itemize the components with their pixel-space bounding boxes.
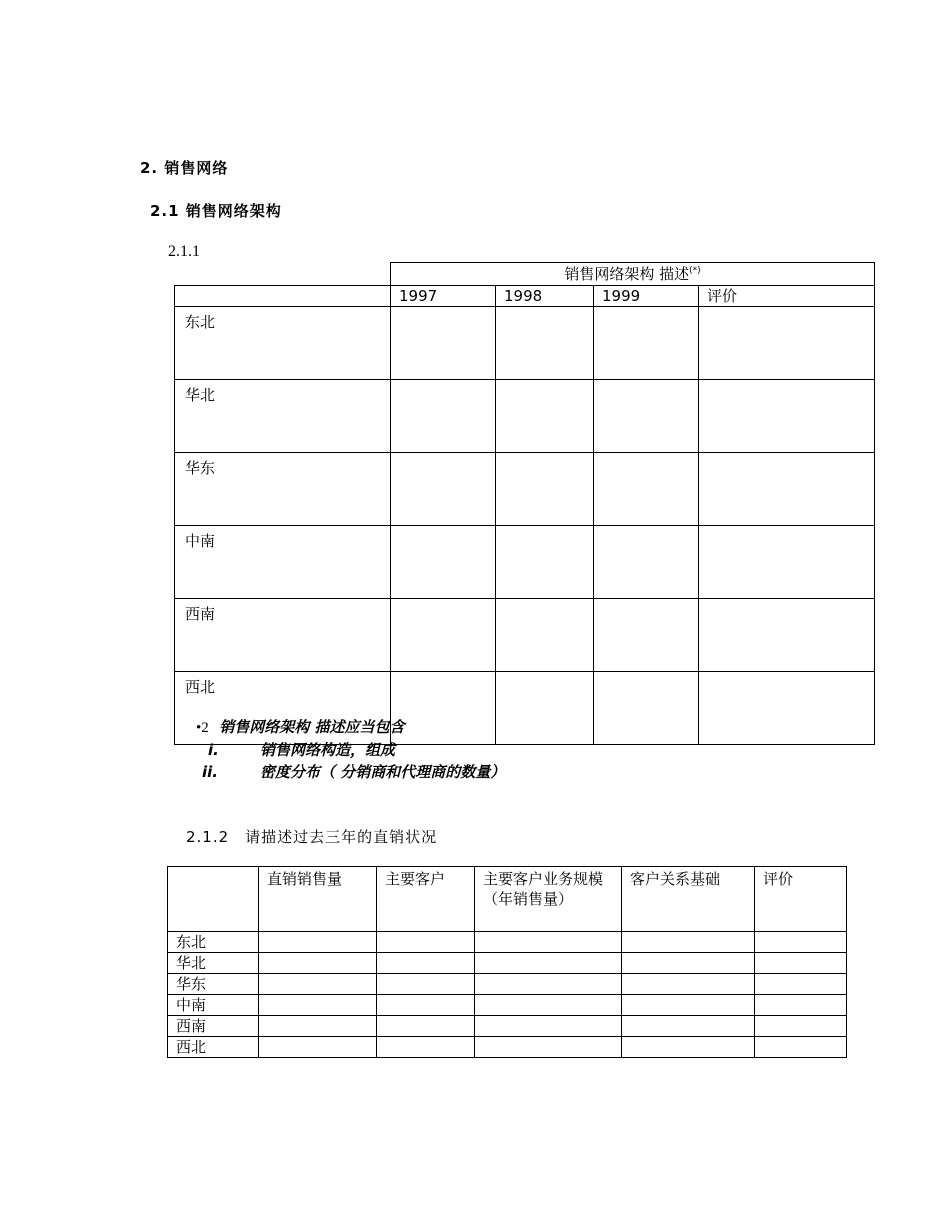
data-cell[interactable] bbox=[377, 1016, 475, 1037]
note-item bbox=[202, 761, 505, 783]
row-label: 西南 bbox=[168, 1016, 259, 1037]
data-cell[interactable] bbox=[377, 995, 475, 1016]
data-cell[interactable] bbox=[496, 672, 594, 745]
data-cell[interactable] bbox=[391, 307, 496, 380]
data-cell[interactable] bbox=[475, 1016, 622, 1037]
question-line bbox=[186, 826, 437, 847]
row-label: 华东 bbox=[168, 974, 259, 995]
group-header bbox=[391, 263, 875, 286]
footnote-mark: (*) bbox=[689, 266, 701, 276]
col-header: 评价 bbox=[699, 286, 875, 307]
table-row bbox=[175, 526, 875, 599]
col-header: 1998 bbox=[496, 286, 594, 307]
subsubsection-number: 2.1.1 bbox=[168, 243, 200, 260]
data-cell[interactable] bbox=[594, 672, 699, 745]
notes-title-line bbox=[196, 716, 505, 739]
table-row bbox=[175, 599, 875, 672]
direct-sales-table bbox=[167, 866, 847, 1058]
row-label: 中南 bbox=[175, 526, 391, 599]
data-cell[interactable] bbox=[475, 953, 622, 974]
data-cell[interactable] bbox=[755, 974, 847, 995]
group-header-label: 销售网络架构 描述 bbox=[564, 265, 690, 283]
data-cell[interactable] bbox=[496, 599, 594, 672]
col-header: 客户关系基础 bbox=[622, 867, 755, 932]
notes-block bbox=[196, 716, 505, 783]
data-cell[interactable] bbox=[622, 1016, 755, 1037]
row-label: 东北 bbox=[175, 307, 391, 380]
data-cell[interactable] bbox=[755, 1016, 847, 1037]
table-row bbox=[168, 974, 847, 995]
sales-network-table bbox=[174, 262, 875, 745]
data-cell[interactable] bbox=[259, 953, 377, 974]
table-row bbox=[175, 380, 875, 453]
data-cell[interactable] bbox=[475, 1037, 622, 1058]
data-cell[interactable] bbox=[496, 526, 594, 599]
data-cell[interactable] bbox=[391, 453, 496, 526]
data-cell[interactable] bbox=[622, 932, 755, 953]
row-label: 华东 bbox=[175, 453, 391, 526]
note-marker: i. bbox=[208, 741, 219, 759]
data-cell[interactable] bbox=[755, 995, 847, 1016]
table-row bbox=[168, 1016, 847, 1037]
data-cell[interactable] bbox=[377, 974, 475, 995]
data-cell[interactable] bbox=[377, 932, 475, 953]
data-cell[interactable] bbox=[699, 307, 875, 380]
col-header: 直销销售量 bbox=[259, 867, 377, 932]
row-label: 中南 bbox=[168, 995, 259, 1016]
table-row bbox=[168, 953, 847, 974]
data-cell[interactable] bbox=[496, 453, 594, 526]
data-cell[interactable] bbox=[755, 1037, 847, 1058]
data-cell[interactable] bbox=[622, 974, 755, 995]
notes-title: 销售网络架构 描述应当包含 bbox=[219, 718, 405, 736]
section-title: 2. 销售网络 bbox=[140, 159, 229, 177]
data-cell[interactable] bbox=[622, 953, 755, 974]
col-header: 评价 bbox=[755, 867, 847, 932]
data-cell[interactable] bbox=[755, 953, 847, 974]
table-row bbox=[168, 1037, 847, 1058]
data-cell[interactable] bbox=[699, 526, 875, 599]
data-cell[interactable] bbox=[622, 995, 755, 1016]
data-cell[interactable] bbox=[259, 1037, 377, 1058]
table-row bbox=[168, 995, 847, 1016]
header-blank bbox=[168, 867, 259, 932]
data-cell[interactable] bbox=[594, 526, 699, 599]
data-cell[interactable] bbox=[594, 453, 699, 526]
data-cell[interactable] bbox=[594, 380, 699, 453]
note-item bbox=[208, 739, 505, 761]
note-marker: ii. bbox=[202, 763, 218, 781]
data-cell[interactable] bbox=[391, 380, 496, 453]
table-row bbox=[168, 932, 847, 953]
row-label: 西南 bbox=[175, 599, 391, 672]
header-blank bbox=[175, 286, 391, 307]
question-number: 2.1.2 bbox=[186, 828, 230, 846]
data-cell[interactable] bbox=[391, 599, 496, 672]
col-header: 主要客户 bbox=[377, 867, 475, 932]
data-cell[interactable] bbox=[699, 380, 875, 453]
note-text: 销售网络构造，组成 bbox=[260, 741, 396, 759]
row-label: 华北 bbox=[175, 380, 391, 453]
data-cell[interactable] bbox=[594, 599, 699, 672]
data-cell[interactable] bbox=[259, 1016, 377, 1037]
note-text: 密度分布（ 分销商和代理商的数量） bbox=[260, 763, 506, 781]
data-cell[interactable] bbox=[699, 672, 875, 745]
row-label: 东北 bbox=[168, 932, 259, 953]
data-cell[interactable] bbox=[496, 307, 594, 380]
row-label: 华北 bbox=[168, 953, 259, 974]
table-row bbox=[175, 453, 875, 526]
corner-cell bbox=[175, 263, 391, 286]
data-cell[interactable] bbox=[259, 995, 377, 1016]
col-header: 1997 bbox=[391, 286, 496, 307]
table-row bbox=[175, 307, 875, 380]
data-cell[interactable] bbox=[475, 974, 622, 995]
data-cell[interactable] bbox=[699, 453, 875, 526]
data-cell[interactable] bbox=[475, 995, 622, 1016]
data-cell[interactable] bbox=[496, 380, 594, 453]
data-cell[interactable] bbox=[391, 526, 496, 599]
data-cell[interactable] bbox=[699, 599, 875, 672]
data-cell[interactable] bbox=[259, 974, 377, 995]
question-text: 请描述过去三年的直销状况 bbox=[245, 828, 438, 846]
col-header: 主要客户业务规模（年销售量） bbox=[475, 867, 622, 932]
row-label: 西北 bbox=[168, 1037, 259, 1058]
subsection-title: 2.1 销售网络架构 bbox=[150, 202, 282, 220]
data-cell[interactable] bbox=[475, 932, 622, 953]
row-label: 西北 bbox=[175, 672, 391, 745]
data-cell[interactable] bbox=[622, 1037, 755, 1058]
notes-number: 2 bbox=[201, 720, 209, 736]
col-header: 1999 bbox=[594, 286, 699, 307]
data-cell[interactable] bbox=[259, 932, 377, 953]
data-cell[interactable] bbox=[377, 1037, 475, 1058]
bullet-icon: • bbox=[196, 720, 202, 736]
data-cell[interactable] bbox=[594, 307, 699, 380]
data-cell[interactable] bbox=[377, 953, 475, 974]
data-cell[interactable] bbox=[755, 932, 847, 953]
